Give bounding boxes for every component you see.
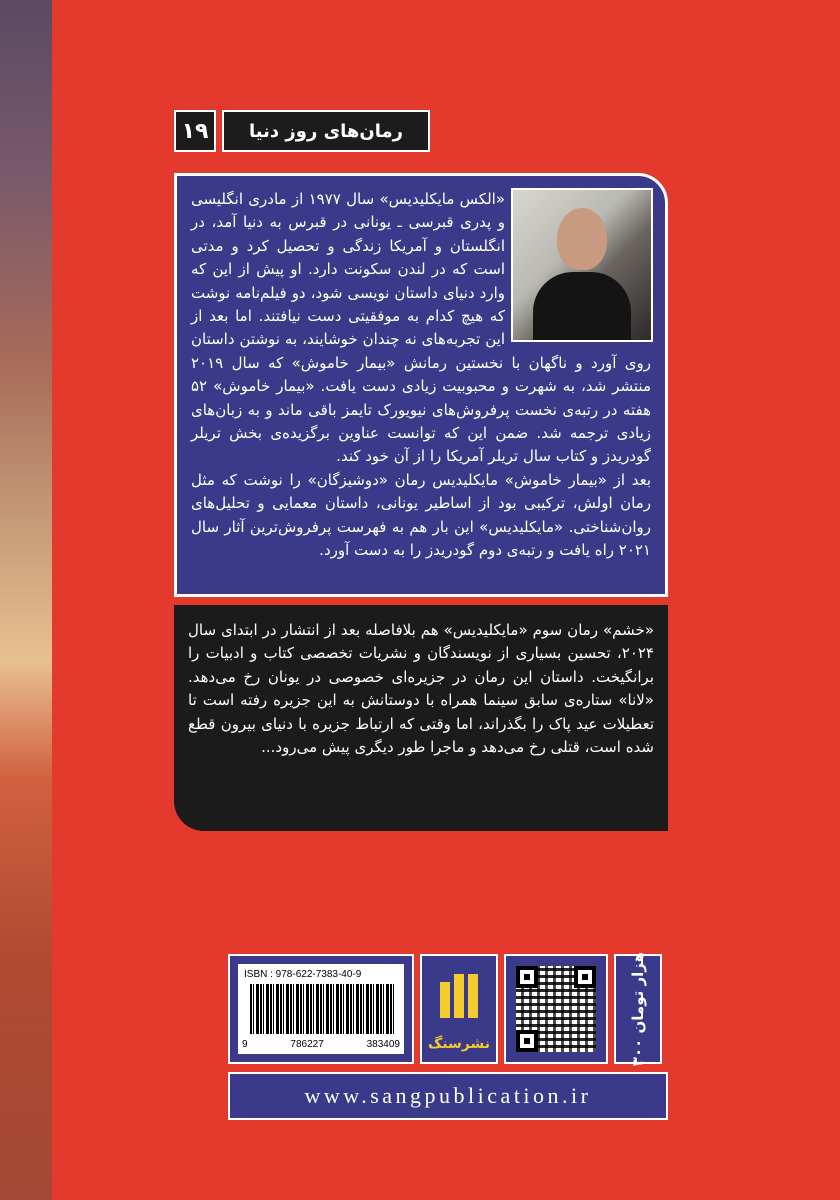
qr-code-panel xyxy=(504,954,608,1064)
qr-code-icon xyxy=(516,966,596,1052)
barcode-digit-group: 786227 xyxy=(290,1039,324,1050)
series-header xyxy=(174,110,430,152)
barcode-bars xyxy=(250,984,396,1034)
publisher-logo-icon xyxy=(440,974,480,1018)
book-summary-box xyxy=(174,605,668,831)
barcode-panel xyxy=(228,954,414,1064)
price-label: ۳۰۰ هزار تومان xyxy=(629,951,647,1067)
barcode-digit-group: 383409 xyxy=(366,1039,400,1050)
bio-paragraph: «الکس مایکلیدیس» سال ۱۹۷۷ از مادری انگلیسی و پدری قبرسی ـ یونانی در قبرس به دنیا آمد، در انگلستان و آمریکا زندگی و تحصیل کرد و مدتی است که در لندن سکونت دارد. او پیش از این که وارد دنیای داستان نویسی شود، دو فیلم‌نامه نوشت که هیچ کدام به موفقیتی دست نیافتند. اما بعد از این تجربه‌های نه چندان خوشایند، به نوشتن داستان روی آورد و ناگهان با نخستین رمانش «بیمار خاموش» که سال ۲۰۱۹ منتشر شد، به شهرت و محبوبیت زیادی دست یافت. «بیمار خاموش» ۵۲ هفته در رتبه‌ی نخست پرفروش‌های نیویورک تایمز باقی ماند و به زبان‌های زیادی ترجمه شد. ضمن این که توانست عناوین برگزیده‌ی بخش تریلر گودریدز و کتاب سال تریلر آمریکا را از آن خود کند. xyxy=(191,190,651,466)
series-number-badge: ۱۹ xyxy=(174,110,216,152)
barcode-digits xyxy=(242,1039,400,1050)
publisher-logo-panel xyxy=(420,954,498,1064)
book-summary-text: «خشم» رمان سوم «مایکلیدیس» هم بلافاصله بعد از انتشار در ابتدای سال ۲۰۲۴، تحسین بسیاری از نویسندگان و نشریات تخصصی کتاب و ادبیات را برانگیخت. داستان این رمان در جزیره‌ای خصوصی در یونان رخ می‌دهد. «لانا» ستاره‌ی سابق سینما همراه با دوستانش به این جزیره رفته است تا تعطیلات عید پاک را بگذراند، اما وقتی که ارتباط جزیره با دنیای بیرون قطع شده است، قتلی رخ می‌دهد و ماجرا طور دیگری پیش می‌رود... xyxy=(188,621,654,757)
author-bio-box xyxy=(174,173,668,597)
publisher-website: www.sangpublication.ir xyxy=(228,1072,668,1120)
price-panel xyxy=(614,951,662,1067)
isbn-barcode xyxy=(238,964,404,1054)
author-bio-text xyxy=(191,188,651,584)
publisher-name: نشرسنگ xyxy=(427,1036,491,1052)
series-title: رمان‌های روز دنیا xyxy=(222,110,430,152)
barcode-digit-lead: 9 xyxy=(242,1039,248,1050)
bio-paragraph: بعد از «بیمار خاموش» مایکلیدیس رمان «دوشیزگان» را نوشت که مثل رمان اولش، ترکیبی بود از اساطیر یونانی، داستان معمایی و تحلیل‌های روان‌شناختی. «مایکلیدیس» این بار هم به فهرست پرفروش‌ترین آثار سال ۲۰۲۱ راه یافت و رتبه‌ی دوم گودریدز را به دست آورد. xyxy=(191,470,651,560)
back-cover-info-row xyxy=(228,951,668,1067)
spine-photo-strip xyxy=(0,0,52,1200)
isbn-label: ISBN : 978-622-7383-40-9 xyxy=(244,969,362,980)
